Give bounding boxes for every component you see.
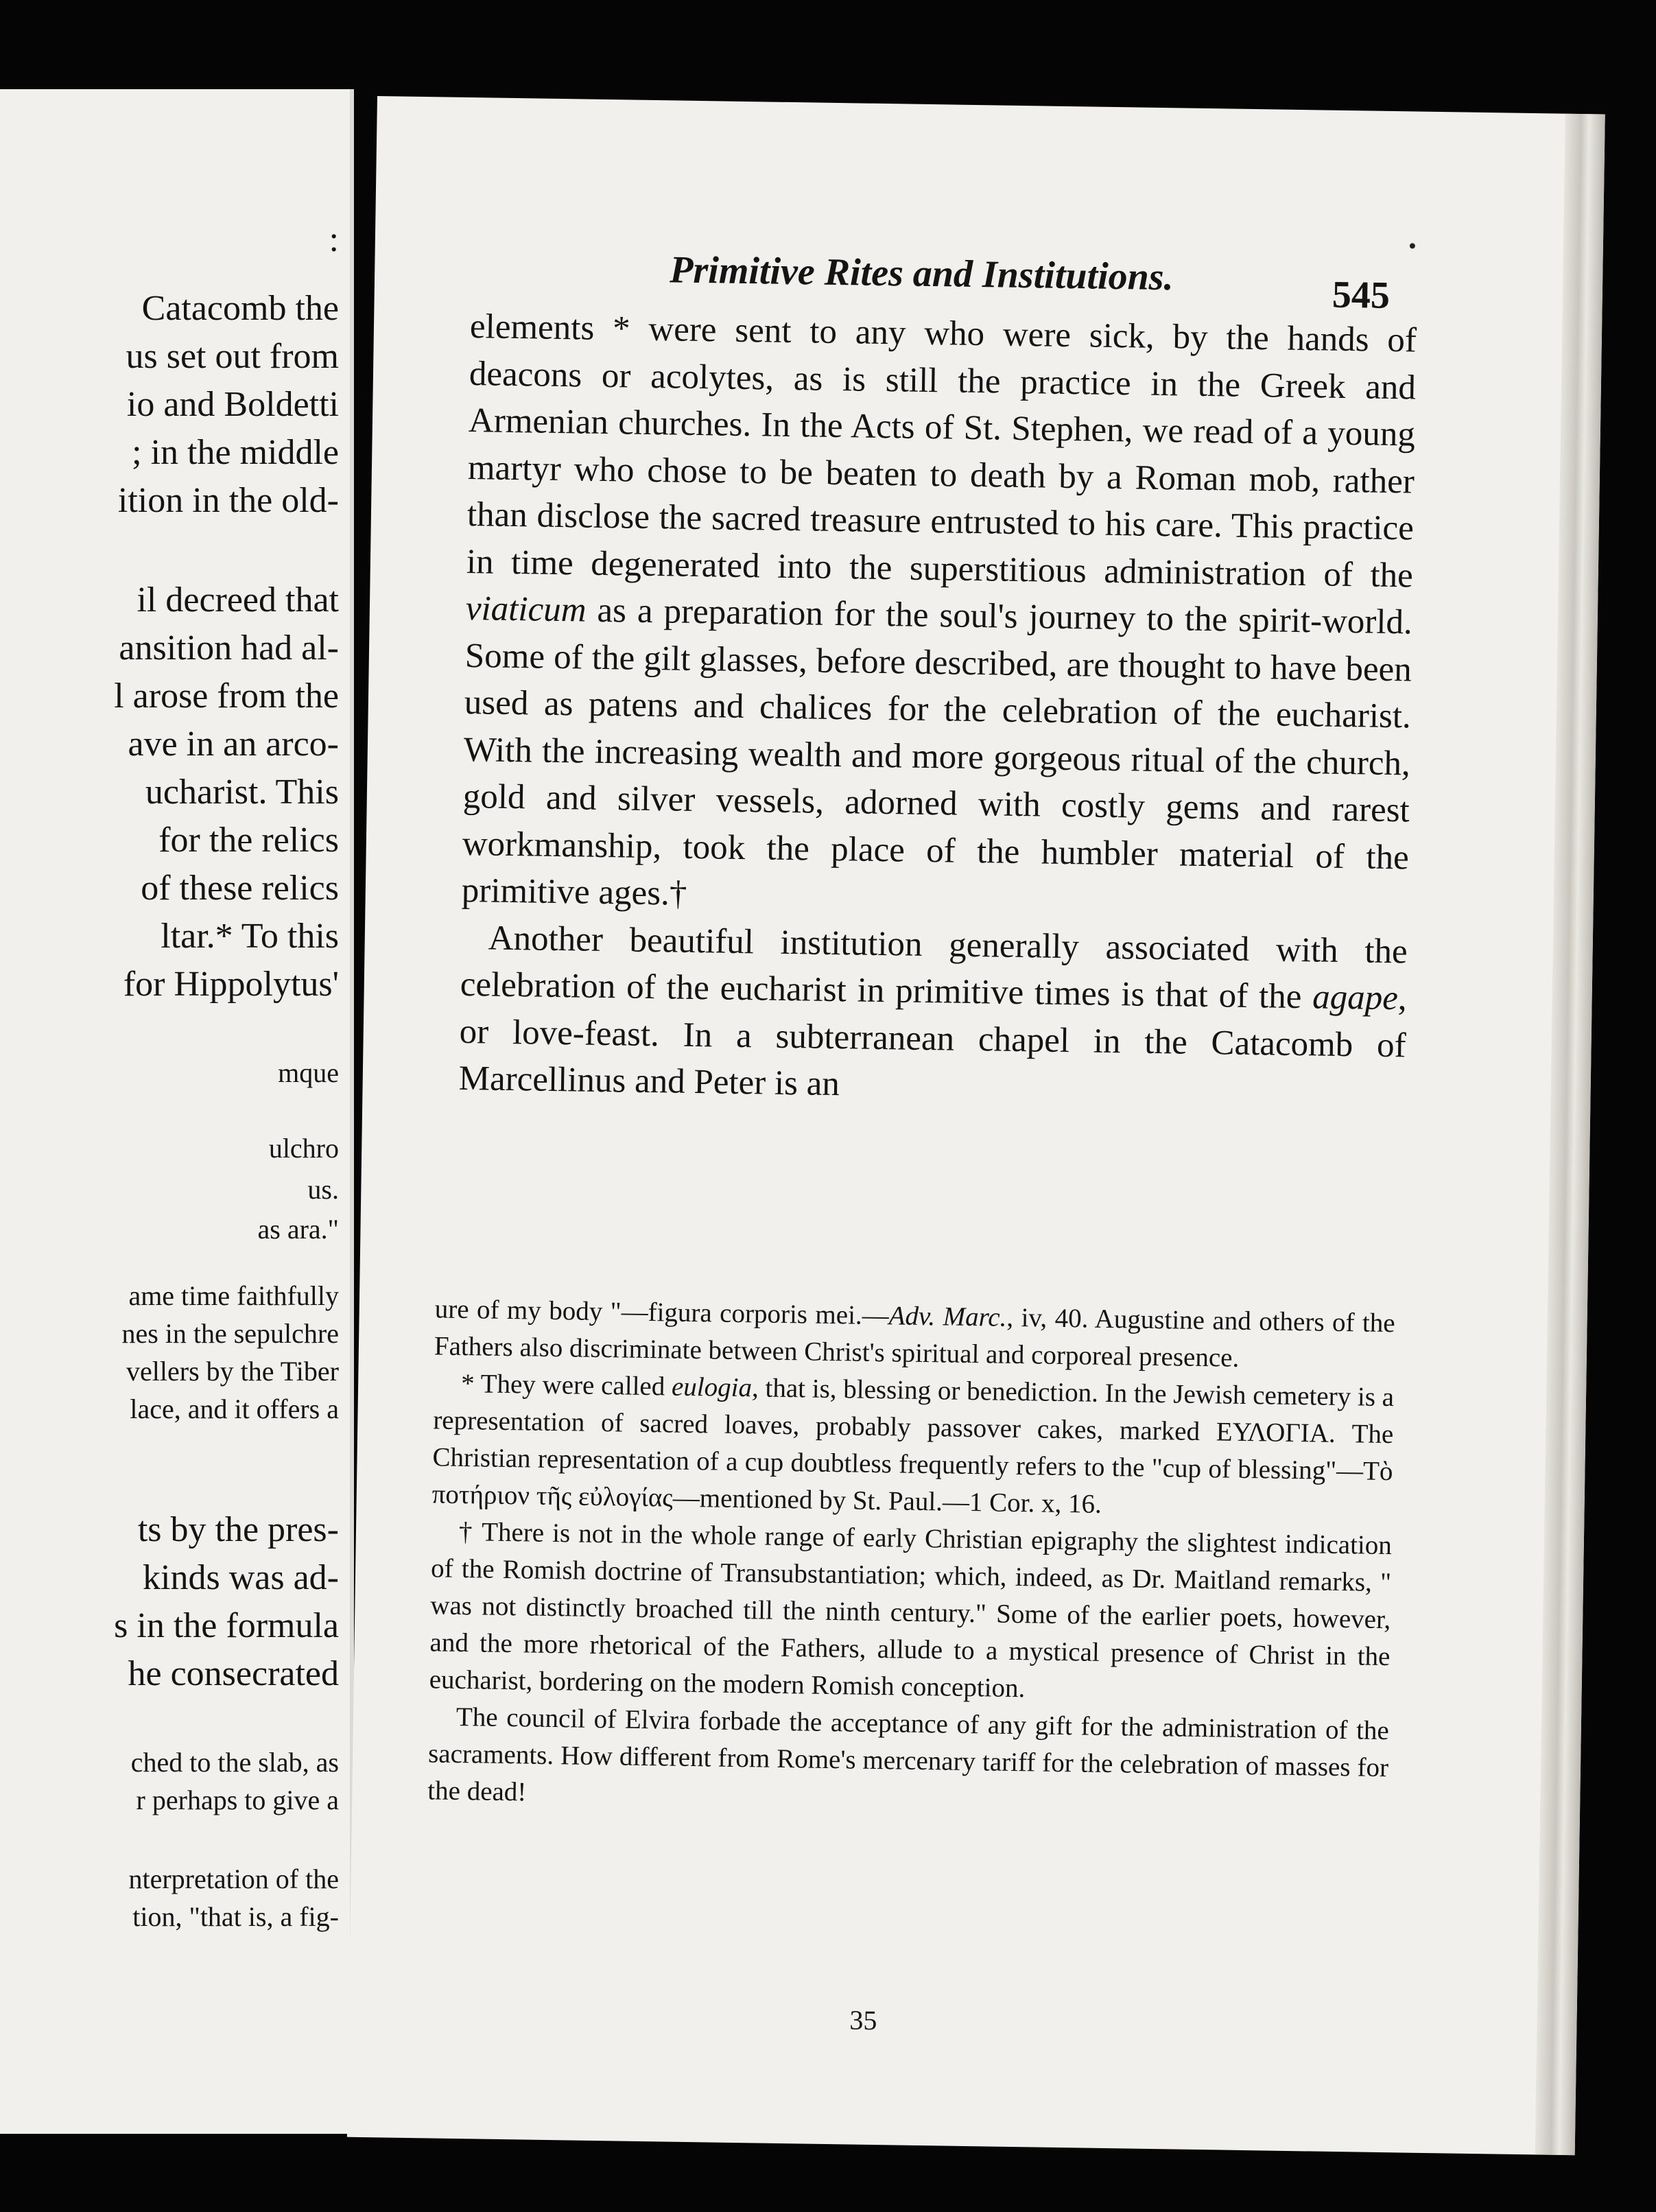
footnote [434, 1291, 1395, 1379]
left-line: for the relics [158, 821, 339, 860]
paragraph-text: , or love-feast. In a subterranean chapel in the Catacomb of Marcellinus and Peter is an [458, 979, 1408, 1104]
left-line: ltar.* To this [161, 917, 339, 956]
left-line: vellers by the Tiber [126, 1356, 339, 1387]
page-edge [1535, 114, 1605, 2156]
paragraph-text: as a preparation for the soul's journey to the spirit-world. Some of the gilt glasses, before described, are thought to have been used as patens and chalices for the celebration of the eucharist. With the increasing wealth and more gorgeous ritual of the church, gold and silver vessels, adorned with costly gems and rarest workmanship, took the place of the humbler material of the primitive ages.† [461, 591, 1413, 913]
left-line: ; in the middle [132, 433, 339, 472]
ink-dot [1410, 243, 1415, 248]
footnote [431, 1365, 1394, 1527]
footnote-text: † There is not in the whole range of early Christian epigraphy the slightest indication of the Romish doctrine of Transubstantiation; which, indeed, as Dr. Maitland remarks, " was not distinctly broached till the ninth century." Some of the earlier poets, however, and the more rhetorical of the Fathers, allude to a mystical presence of Christ in the eucharist, bordering on the modern Romish conception. [429, 1516, 1393, 1704]
paragraph [458, 914, 1408, 1116]
page-number: 545 [1332, 273, 1391, 317]
italic-term: agape [1312, 978, 1399, 1018]
left-line: ansition had al- [119, 628, 339, 668]
left-line: ame time faithfully [128, 1280, 339, 1311]
left-line: s in the formula [114, 1606, 339, 1645]
left-line: as ara." [257, 1214, 339, 1245]
footnote-text: , that is, blessing or benediction. In the Jewish cemetery is a representation of sacred loaves, probably passover cakes, marked ΕΥΛΟΓΙΑ. The Christian representation of a cup doubtless frequently refers to the "cup of blessing"—Τὸ ποτήριον τῆς εὐλογίας—mentioned by St. Paul.—1 Cor. x, 16. [431, 1373, 1395, 1519]
left-line: tion, "that is, a fig- [132, 1901, 339, 1932]
left-line: Catacomb the [141, 289, 339, 328]
footnote-text: * They were called [460, 1369, 672, 1402]
left-line: lace, and it offers a [130, 1393, 339, 1424]
left-line: : [329, 220, 339, 259]
body-text [458, 303, 1417, 1116]
left-line: r perhaps to give a [136, 1785, 339, 1815]
footnote-text: The council of Elvira forbade the acceptance of any gift for the administration of the sacraments. How different from Rome's mercenary tariff for the celebration of masses for the dead! [427, 1702, 1390, 1807]
footnote [427, 1698, 1389, 1824]
left-line: ts by the pres- [137, 1510, 339, 1549]
italic-term: eulogia [671, 1372, 753, 1403]
paragraph-text: Another beautiful institution generally associated with the celebration of the eucharist in primitive times is that of the [460, 919, 1408, 1017]
left-line: nterpretation of the [128, 1863, 339, 1894]
left-line: kinds was ad- [143, 1558, 339, 1597]
left-line: ched to the slab, as [130, 1747, 339, 1778]
left-line: io and Boldetti [126, 385, 339, 424]
left-line: us set out from [126, 337, 339, 376]
footnote-text: ure of my body "—figura corporis mei.— [434, 1294, 890, 1331]
left-page [0, 89, 354, 2134]
left-line: us. [307, 1174, 339, 1205]
paragraph [461, 303, 1417, 928]
left-line: l arose from the [114, 676, 339, 716]
italic-term: viaticum [465, 589, 587, 630]
left-line: il decreed that [137, 580, 339, 620]
left-line: ulchro [268, 1133, 339, 1164]
left-line: nes in the sepulchre [121, 1318, 339, 1349]
signature-mark: 35 [849, 2004, 877, 2036]
right-page [347, 96, 1605, 2155]
paragraph-text: elements * were sent to any who were sick, by the hands of deacons or acolytes, as is still the practice in the Greek and Armenian churches. In the Acts of St. Stephen, we read of a young martyr who chose to be beaten to death by a Roman mob, rather than disclose the sacred treasure entrusted to his care. This practice in time degenerated into the superstitious administration of the [466, 307, 1417, 595]
left-line: ave in an arco- [128, 725, 339, 764]
left-line: mque [278, 1057, 339, 1088]
footnote [429, 1513, 1392, 1713]
page-header: Primitive Rites and Institutions. [669, 248, 1174, 299]
left-line: ition in the old- [117, 481, 339, 520]
italic-citation: Adv. Marc. [888, 1301, 1007, 1332]
left-line: he consecrated [128, 1654, 339, 1693]
left-line: for Hippolytus' [123, 965, 339, 1004]
footnotes [427, 1291, 1395, 1824]
left-line: ucharist. This [145, 773, 339, 812]
footnote-text: , iv, 40. Augustine and others of the Fathers also discriminate between Christ's spiritual and corporeal presence. [434, 1302, 1395, 1373]
left-line: of these relics [141, 869, 339, 908]
